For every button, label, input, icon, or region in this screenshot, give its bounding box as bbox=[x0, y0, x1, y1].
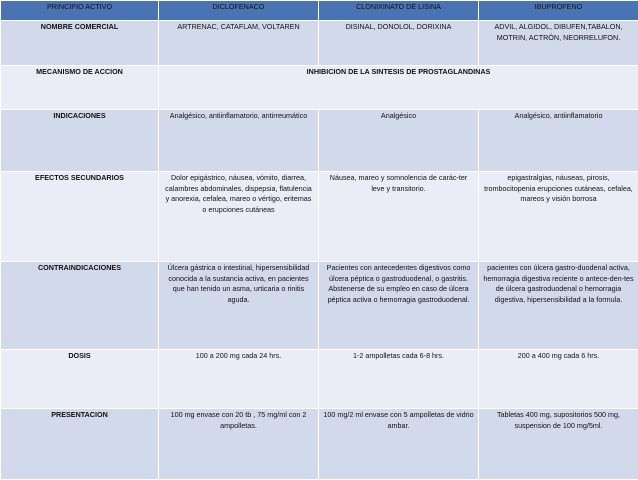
cell-efectos-clonixinato: Náusea, mareo y somnolencia de carác-ter leve y transitorio. bbox=[319, 172, 479, 262]
row-indicaciones bbox=[1, 110, 638, 172]
cell-efectos-diclofenaco: Dolor epigástrico, náusea, vómito, diarrea, calambres abdominales, dispepsia, flatulencia y anorexia, cefalea, mareo o vértigo, eritemas o erupciones cutáneas bbox=[159, 172, 319, 262]
cell-presentacion-ibuprofeno: Tabletas 400 mg, supositorios 500 mg, suspension de 100 mg/5ml. bbox=[479, 409, 638, 480]
row-presentacion bbox=[1, 409, 638, 480]
cell-contra-clonixinato: Pacientes con antecedentes digestivos como úlcera péptica o gastroduodenal, o gastritis. Abstenerse de su empleo en caso de úlcera péptica activa o hemorragia gastroduodenal. bbox=[319, 262, 479, 350]
row-contraindicaciones bbox=[1, 262, 638, 350]
cell-contra-ibuprofeno: pacientes con úlcera gastro-duodenal activa, hemorragia digestiva reciente o antece-den-tes de úlcera gastroduodenal o hemorragia digestiva, hipersensibilidad a la formula. bbox=[479, 262, 638, 350]
label-nombre-comercial: NOMBRE COMERCIAL bbox=[1, 21, 159, 66]
header-ibuprofeno: IBUPROFENO bbox=[479, 1, 638, 21]
cell-indicaciones-diclofenaco: Analgésico, antiinflamatorio, antirreumático bbox=[159, 110, 319, 172]
cell-dosis-ibuprofeno: 200 a 400 mg cada 6 hrs. bbox=[479, 350, 638, 409]
header-clonixinato: CLONIXINATO DE LISINA bbox=[319, 1, 479, 21]
label-indicaciones: INDICACIONES bbox=[1, 110, 159, 172]
row-efectos-secundarios bbox=[1, 172, 638, 262]
cell-contra-diclofenaco: Úlcera gástrica o intestinal, hipersensibilidad conocida a la sustancia activa, en pacientes que han tenido un asma, urticaria o rinitis aguda. bbox=[159, 262, 319, 350]
cell-indicaciones-clonixinato: Analgésico bbox=[319, 110, 479, 172]
cell-presentacion-diclofenaco: 100 mg envase con 20 tb , 75 mg/ml con 2 ampolletas. bbox=[159, 409, 319, 480]
cell-mecanismo-value: INHIBICION DE LA SINTESIS DE PROSTAGLANDINAS bbox=[159, 66, 638, 110]
cell-efectos-ibuprofeno: epigastralgias, náuseas, pirosis, trombocitopenia erupciones cutáneas, cefalea, mareos y visión borrosa bbox=[479, 172, 638, 262]
label-presentacion: PRESENTACION bbox=[1, 409, 159, 480]
cell-nombre-clonixinato: DISINAL, DONOLOL, DORIXINA bbox=[319, 21, 479, 66]
cell-nombre-diclofenaco: ARTRENAC, CATAFLAM, VOLTAREN bbox=[159, 21, 319, 66]
label-efectos-secundarios: EFECTOS SECUNDARIOS bbox=[1, 172, 159, 262]
row-dosis bbox=[1, 350, 638, 409]
cell-dosis-clonixinato: 1-2 ampolletas cada 6-8 hrs. bbox=[319, 350, 479, 409]
label-mecanismo: MECANISMO DE ACCION bbox=[1, 66, 159, 110]
cell-indicaciones-ibuprofeno: Analgésico, antiinflamatorio bbox=[479, 110, 638, 172]
row-nombre-comercial bbox=[1, 21, 638, 66]
label-dosis: DOSIS bbox=[1, 350, 159, 409]
cell-nombre-ibuprofeno: ADVIL, ALGIDOL, DIBUFEN,TABALON, MOTRIN, ACTRÓN, NEORRELUFON. bbox=[479, 21, 638, 66]
cell-presentacion-clonixinato: 100 mg/2 ml envase con 5 ampolletas de vidrio ambar. bbox=[319, 409, 479, 480]
header-diclofenaco: DICLOFENACO bbox=[159, 1, 319, 21]
cell-dosis-diclofenaco: 100 a 200 mg cada 24 hrs. bbox=[159, 350, 319, 409]
header-row bbox=[1, 1, 638, 21]
row-mecanismo bbox=[1, 66, 638, 110]
label-contraindicaciones: CONTRAINDICACIONES bbox=[1, 262, 159, 350]
header-principio-activo: PRINCIPIO ACTIVO bbox=[1, 1, 159, 21]
